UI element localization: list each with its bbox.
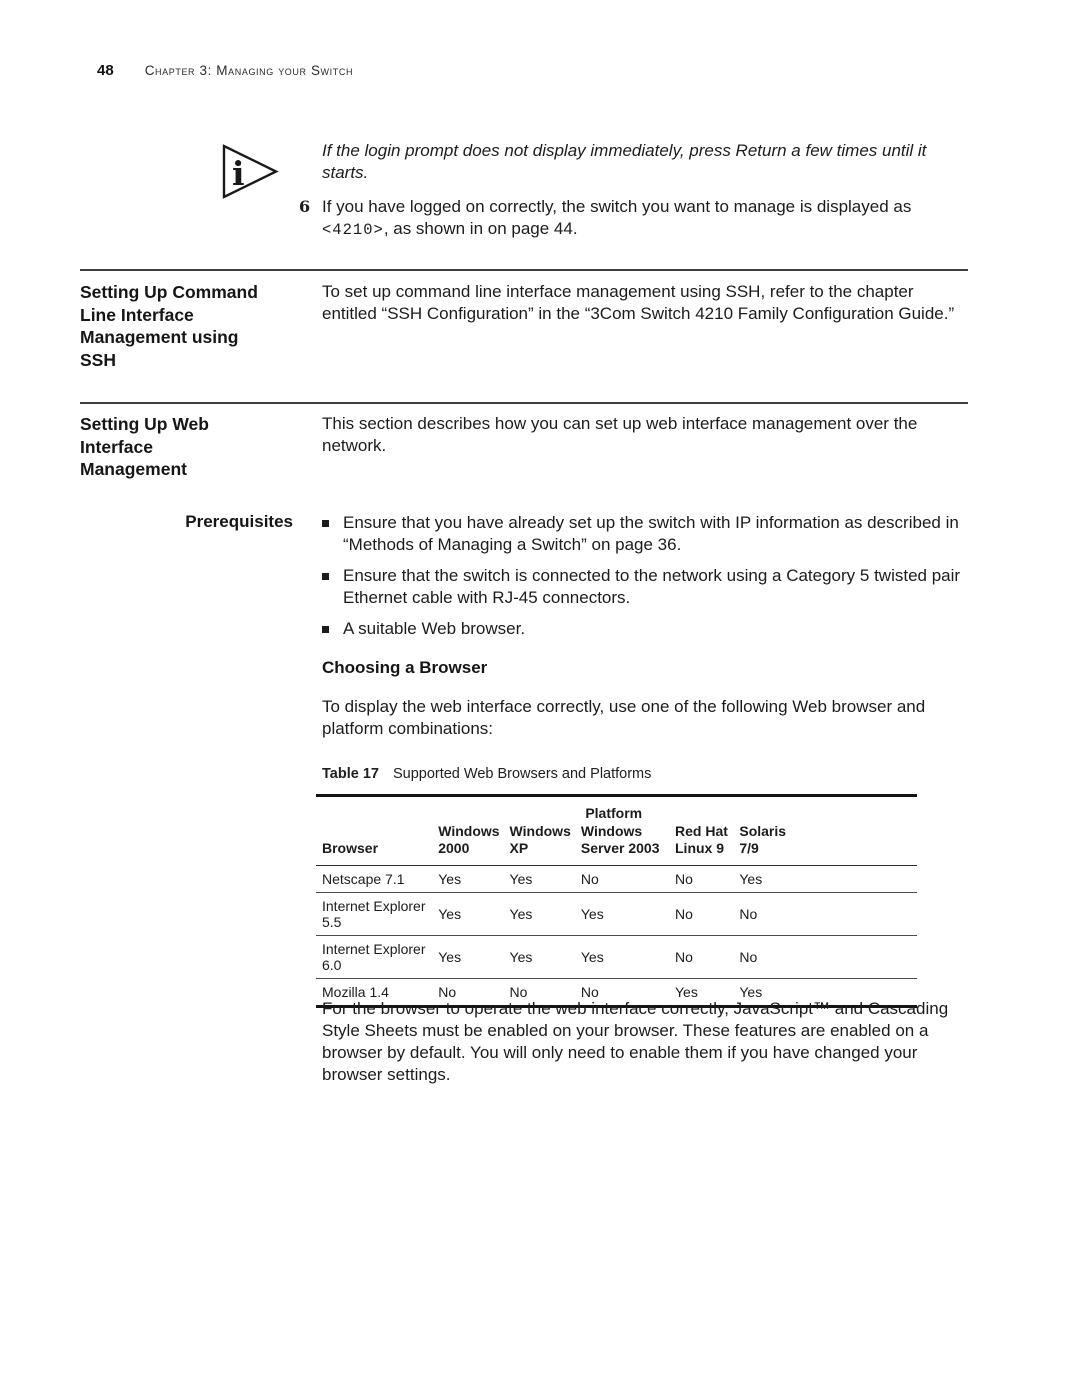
- heading-line: Management: [80, 459, 187, 479]
- value-cell: No: [739, 949, 758, 965]
- section-divider: [80, 402, 968, 404]
- value-cell: No: [675, 906, 693, 922]
- list-item: [322, 618, 970, 640]
- value-cell: No: [438, 984, 457, 1000]
- empty-cell: [793, 893, 917, 936]
- empty-cell: [793, 936, 917, 979]
- value-cell: Yes: [675, 984, 698, 1000]
- section-divider: [80, 269, 968, 271]
- empty-cell: [793, 796, 917, 824]
- value-cell: Yes: [509, 871, 533, 887]
- section-ssh-body: To set up command line interface management using SSH, refer to the chapter entitled “SSH Configuration” in the “3Com Switch 4210 Family Configuration Guide.”: [322, 282, 955, 323]
- value-cell: Yes: [509, 949, 533, 965]
- empty-cell: [316, 796, 432, 824]
- step-code: <4210>: [322, 221, 384, 239]
- running-head: [97, 62, 353, 79]
- list-item: [322, 565, 970, 609]
- browser-cell: Mozilla 1.4: [322, 984, 389, 1000]
- heading-line: Interface: [80, 436, 153, 457]
- section-web-heading: [80, 413, 315, 481]
- value-cell: Yes: [438, 871, 462, 887]
- heading-line: Management using: [80, 327, 239, 347]
- section-web-body: This section describes how you can set up web interface management over the network.: [322, 414, 918, 455]
- table-row: [316, 893, 917, 936]
- empty-cell: [793, 866, 917, 893]
- bullet-icon: [322, 520, 329, 527]
- page-number: 48: [97, 62, 114, 79]
- table-row: [316, 866, 917, 893]
- heading-line: SSH: [80, 349, 116, 370]
- bullet-icon: [322, 573, 329, 580]
- value-cell: Yes: [580, 949, 604, 965]
- column-header: Windows Server 2003: [580, 823, 660, 856]
- prerequisites-label: Prerequisites: [185, 512, 293, 531]
- column-header: Browser: [322, 840, 379, 856]
- platform-span-header: Platform: [585, 805, 643, 821]
- list-item-text: A suitable Web browser.: [343, 619, 526, 638]
- list-item-text: Ensure that the switch is connected to the network using a Category 5 twisted pair Ethernet cable with RJ-45 connectors.: [343, 566, 961, 607]
- platform-header-row: [316, 796, 917, 824]
- table-caption-label: Table 17: [322, 766, 379, 782]
- table-caption: [322, 766, 651, 782]
- value-cell: Yes: [739, 871, 763, 887]
- bullet-icon: [322, 626, 329, 633]
- value-cell: Yes: [438, 906, 462, 922]
- heading-line: Line Interface: [80, 304, 194, 325]
- chapter-title: Chapter 3: Managing your Switch: [144, 63, 354, 78]
- choosing-browser-paragraph: To display the web interface correctly, use one of the following Web browser and platform combinations:: [322, 697, 926, 738]
- closing-paragraph: For the browser to operate the web interface correctly, JavaScript™ and Cascading Style Sheets must be enabled on your browser. These features are enabled on a browser by default. You will only need to enable them if you have changed your browser settings.: [322, 999, 949, 1084]
- column-header: Windows XP: [509, 823, 571, 856]
- heading-line: Setting Up Command: [80, 282, 258, 302]
- step-text-before: If you have logged on correctly, the switch you want to manage is displayed as: [322, 197, 912, 216]
- table-caption-text: Supported Web Browsers and Platforms: [392, 766, 652, 782]
- step-number: 6: [299, 197, 311, 216]
- list-item-text: Ensure that you have already set up the switch with IP information as described in “Methods of Managing a Switch” on page 36.: [343, 513, 959, 554]
- column-header: Windows 2000: [438, 823, 500, 856]
- column-header: Red Hat Linux 9: [675, 823, 728, 856]
- value-cell: No: [675, 949, 693, 965]
- browser-cell: Internet Explorer 5.5: [322, 898, 426, 930]
- value-cell: Yes: [580, 906, 604, 922]
- step-text-after: , as shown in on page 44.: [383, 219, 578, 238]
- browser-cell: Netscape 7.1: [322, 871, 405, 887]
- value-cell: Yes: [739, 984, 763, 1000]
- note-text: If the login prompt does not display immediately, press Return a few times until it starts.: [322, 141, 927, 182]
- value-cell: No: [580, 871, 599, 887]
- list-item: [322, 512, 970, 556]
- empty-cell: [793, 823, 917, 866]
- value-cell: No: [580, 984, 599, 1000]
- browser-cell: Internet Explorer 6.0: [322, 941, 426, 973]
- column-header: Solaris 7/9: [739, 823, 787, 856]
- value-cell: No: [739, 906, 758, 922]
- heading-line: Setting Up Web: [80, 414, 209, 434]
- info-icon: [221, 143, 279, 200]
- choosing-browser-heading: Choosing a Browser: [322, 658, 488, 677]
- value-cell: Yes: [438, 949, 462, 965]
- column-header-row: [316, 823, 917, 866]
- prerequisites-list: [322, 512, 970, 649]
- value-cell: Yes: [509, 906, 533, 922]
- supported-browsers-table: [316, 794, 917, 1008]
- section-ssh-heading: [80, 281, 315, 371]
- step-6: [299, 196, 970, 241]
- table-row: [316, 936, 917, 979]
- value-cell: No: [675, 871, 693, 887]
- info-icon-glyph: i: [232, 154, 245, 193]
- value-cell: No: [509, 984, 528, 1000]
